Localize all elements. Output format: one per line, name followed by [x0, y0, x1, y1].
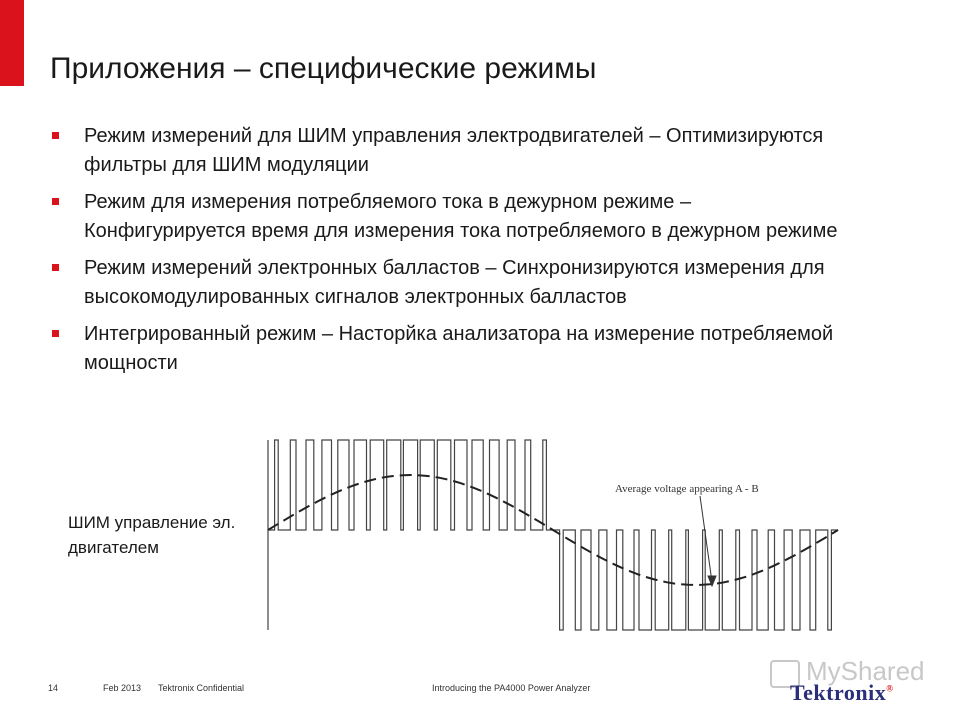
bullet-item	[50, 122, 840, 180]
bullet-square-icon	[52, 264, 59, 271]
footer-date: Feb 2013	[103, 683, 142, 693]
bullet-item	[50, 320, 840, 378]
footer-presentation-title: Introducing the PA4000 Power Analyzer	[432, 683, 591, 693]
tektronix-logo	[790, 680, 893, 706]
diagram-label: ШИМ управление эл. двигателем	[68, 513, 236, 557]
bullet-square-icon	[52, 198, 59, 205]
pwm-pulse-path	[268, 440, 838, 630]
watermark-text: MyShared	[806, 656, 925, 686]
pwm-pulse-train	[268, 440, 838, 630]
bullet-text: Режим для измерения потребляемого тока в дежурном режиме – Конфигурируется время для измерения тока потребляемого в дежурном режиме	[84, 191, 838, 242]
bullet-item	[50, 188, 840, 246]
footer-confidentiality: Tektronix Confidential	[158, 683, 245, 693]
page-number: 14	[48, 683, 59, 693]
bullet-text: Интегрированный режим – Насторйка анализатора на измерение потребляемой мощности	[84, 323, 834, 374]
bullet-text: Режим измерений электронных балластов – Синхронизируются измерения для высокомодулированных сигналов электронных балластов	[84, 257, 825, 308]
slide-title: Приложения – специфические режимы	[50, 52, 597, 85]
pwm-diagram	[260, 430, 850, 640]
annotation-text: Average voltage appearing A - B	[615, 483, 759, 495]
logo-text: Tektronix	[790, 680, 887, 705]
bullet-text: Режим измерений для ШИМ управления электродвигателей – Оптимизируются фильтры для ШИМ модуляции	[84, 125, 824, 176]
bullet-item	[50, 254, 840, 312]
bullet-square-icon	[52, 330, 59, 337]
registered-mark-icon: ®	[886, 683, 894, 694]
accent-bar	[0, 0, 24, 86]
bullet-square-icon	[52, 132, 59, 139]
bullet-list	[50, 122, 840, 378]
